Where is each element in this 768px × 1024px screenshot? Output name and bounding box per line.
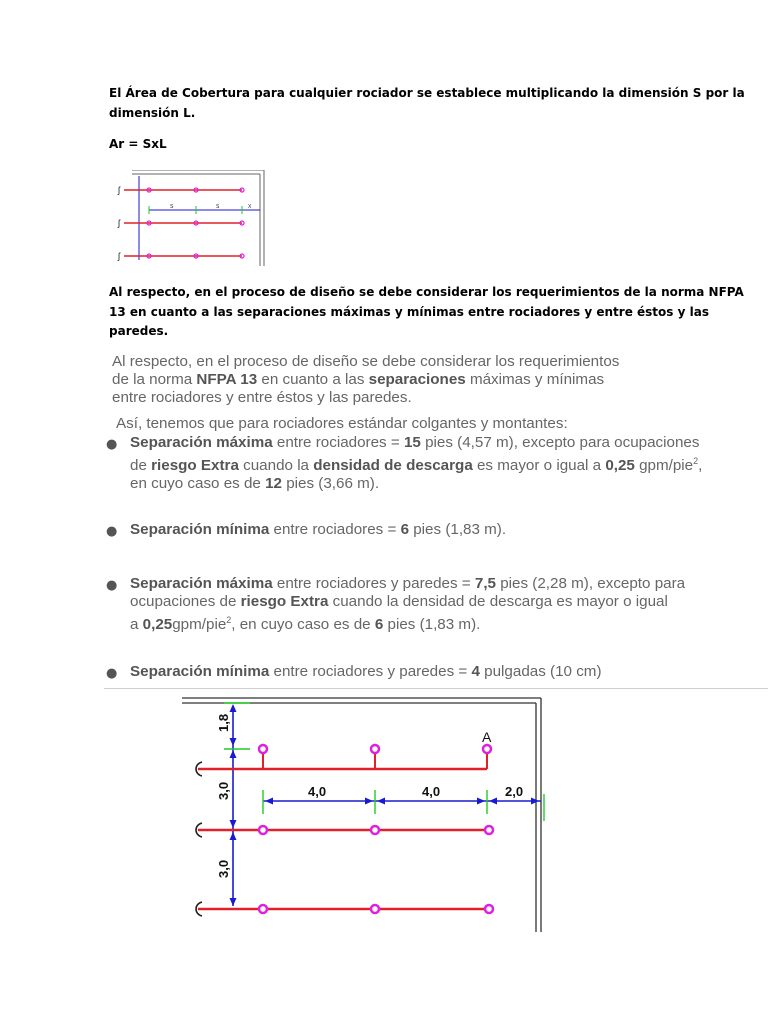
b3-t2: pies (2,28 m), excepto para — [496, 575, 686, 592]
small-dim-s2: S — [216, 204, 220, 210]
b1-l2d: densidad de descarga — [313, 457, 473, 475]
b1-l2a: de — [130, 457, 152, 475]
b2-t2: pies (1,83 m). — [409, 521, 507, 538]
b3-l3a: a — [130, 616, 143, 634]
b3-l3e: 6 — [374, 616, 384, 634]
para-nfpa-line-2: 13 en cuanto a las separaciones máximas y mínimas entre rociadores y entre éstos y las — [109, 304, 709, 319]
image-p-line-1: Al respecto, en el proceso de diseño se debe considerar los requerimientos — [112, 353, 620, 370]
b4-v1: 4 — [471, 663, 480, 680]
bullet-dot-2: ● — [106, 524, 118, 539]
bullet-4 — [130, 663, 602, 681]
b3-l3d: , en cuyo caso es de — [231, 616, 375, 634]
b1-l3a: en cuyo caso es de — [130, 475, 266, 493]
intro-line-1: El Área de Cobertura para cualquier rociador se establece multiplicando la dimensión S por la — [109, 86, 745, 100]
bullet-dot-3: ● — [106, 578, 118, 593]
small-dim-s1: S — [170, 204, 174, 210]
intro-line-2: dimensión L. — [109, 105, 196, 120]
b3-l2a: ocupaciones de — [130, 593, 241, 610]
b2-bold: Separación mínima — [130, 521, 270, 538]
b1-t2: pies (4,57 m), excepto para ocupaciones — [420, 434, 700, 451]
dim-h3-label: 2,0 — [505, 784, 524, 799]
bullet-3 — [130, 575, 685, 634]
image-p-line-2e: máximas y mínimas — [465, 371, 605, 388]
dim-top-label: 1,8 — [216, 713, 231, 732]
b3-t1: entre rociadores y paredes = — [272, 575, 475, 592]
svg-text:ʃ: ʃ — [118, 185, 120, 195]
b3-l3c: gpm/pie — [172, 616, 227, 634]
b2-v1: 6 — [400, 521, 410, 538]
nfpa-bold: NFPA 13 — [196, 371, 258, 388]
b1-v1: 15 — [403, 434, 421, 451]
point-a-label: A — [482, 729, 492, 745]
b4-t1: entre rociadores y paredes = — [269, 663, 472, 680]
para-nfpa-line-3: paredes. — [109, 324, 169, 338]
bullet-2 — [130, 521, 506, 539]
para-nfpa — [109, 283, 744, 342]
image-p-line-2a: de la norma — [112, 371, 197, 388]
image-intro-2: Así, tenemos que para rociadores estándar colgantes y montantes: — [116, 415, 568, 432]
b1-l2b: riesgo Extra — [151, 457, 239, 475]
area-formula: Ar = SxL — [109, 137, 167, 151]
para-nfpa-line-1: Al respecto, en el proceso de diseño se debe considerar los requerimientos de la norma NFPA — [109, 285, 744, 299]
image-paragraph — [112, 353, 619, 407]
image-p-line-2c: en cuanto a las — [257, 371, 369, 388]
b1-t1: entre rociadores = — [272, 434, 404, 451]
bullet-dot-1: ● — [106, 437, 118, 452]
small-dim-x: X — [248, 204, 252, 210]
dim-v1-label: 3,0 — [216, 781, 231, 800]
b1-l2f: 0,25 — [605, 457, 635, 475]
b3-l3f: pies (1,83 m). — [383, 616, 481, 634]
separator-line — [104, 688, 768, 689]
b1-bold: Separación máxima — [130, 434, 273, 451]
b1-l2c: cuando la — [238, 457, 314, 475]
b1-l3c: pies (3,66 m). — [282, 475, 380, 493]
b3-l2b: riesgo Extra — [240, 593, 329, 610]
bullet-1 — [130, 434, 702, 493]
dim-v2-label: 3,0 — [216, 859, 231, 878]
svg-text:ʃ: ʃ — [118, 218, 120, 228]
bullet-dot-4: ● — [106, 666, 118, 681]
b3-l3b: 0,25 — [142, 616, 173, 634]
svg-text:ʃ: ʃ — [118, 251, 120, 261]
intro-text — [109, 84, 745, 123]
separaciones-bold: separaciones — [368, 371, 466, 388]
b3-v1: 7,5 — [474, 575, 496, 592]
small-coverage-diagram — [112, 170, 267, 268]
b4-bold: Separación mínima — [130, 663, 270, 680]
b4-t2: pulgadas (10 cm) — [479, 663, 602, 680]
b1-l3b: 12 — [265, 475, 282, 493]
large-spacing-diagram — [180, 694, 555, 934]
b1-sup: 2 — [693, 456, 699, 466]
b1-l2h: , — [698, 457, 703, 475]
dim-h2-label: 4,0 — [422, 784, 441, 799]
b3-sup: 2 — [226, 615, 232, 625]
b2-t1: entre rociadores = — [269, 521, 401, 538]
image-p-line-3: entre rociadores y entre éstos y las paredes. — [112, 389, 412, 406]
b1-l2e: es mayor o igual a — [472, 457, 606, 475]
b3-bold: Separación máxima — [130, 575, 273, 592]
b3-l2c: cuando la densidad de descarga es mayor o igual — [328, 593, 668, 610]
b1-l2g: gpm/pie — [634, 457, 694, 475]
dim-h1-label: 4,0 — [308, 784, 327, 799]
